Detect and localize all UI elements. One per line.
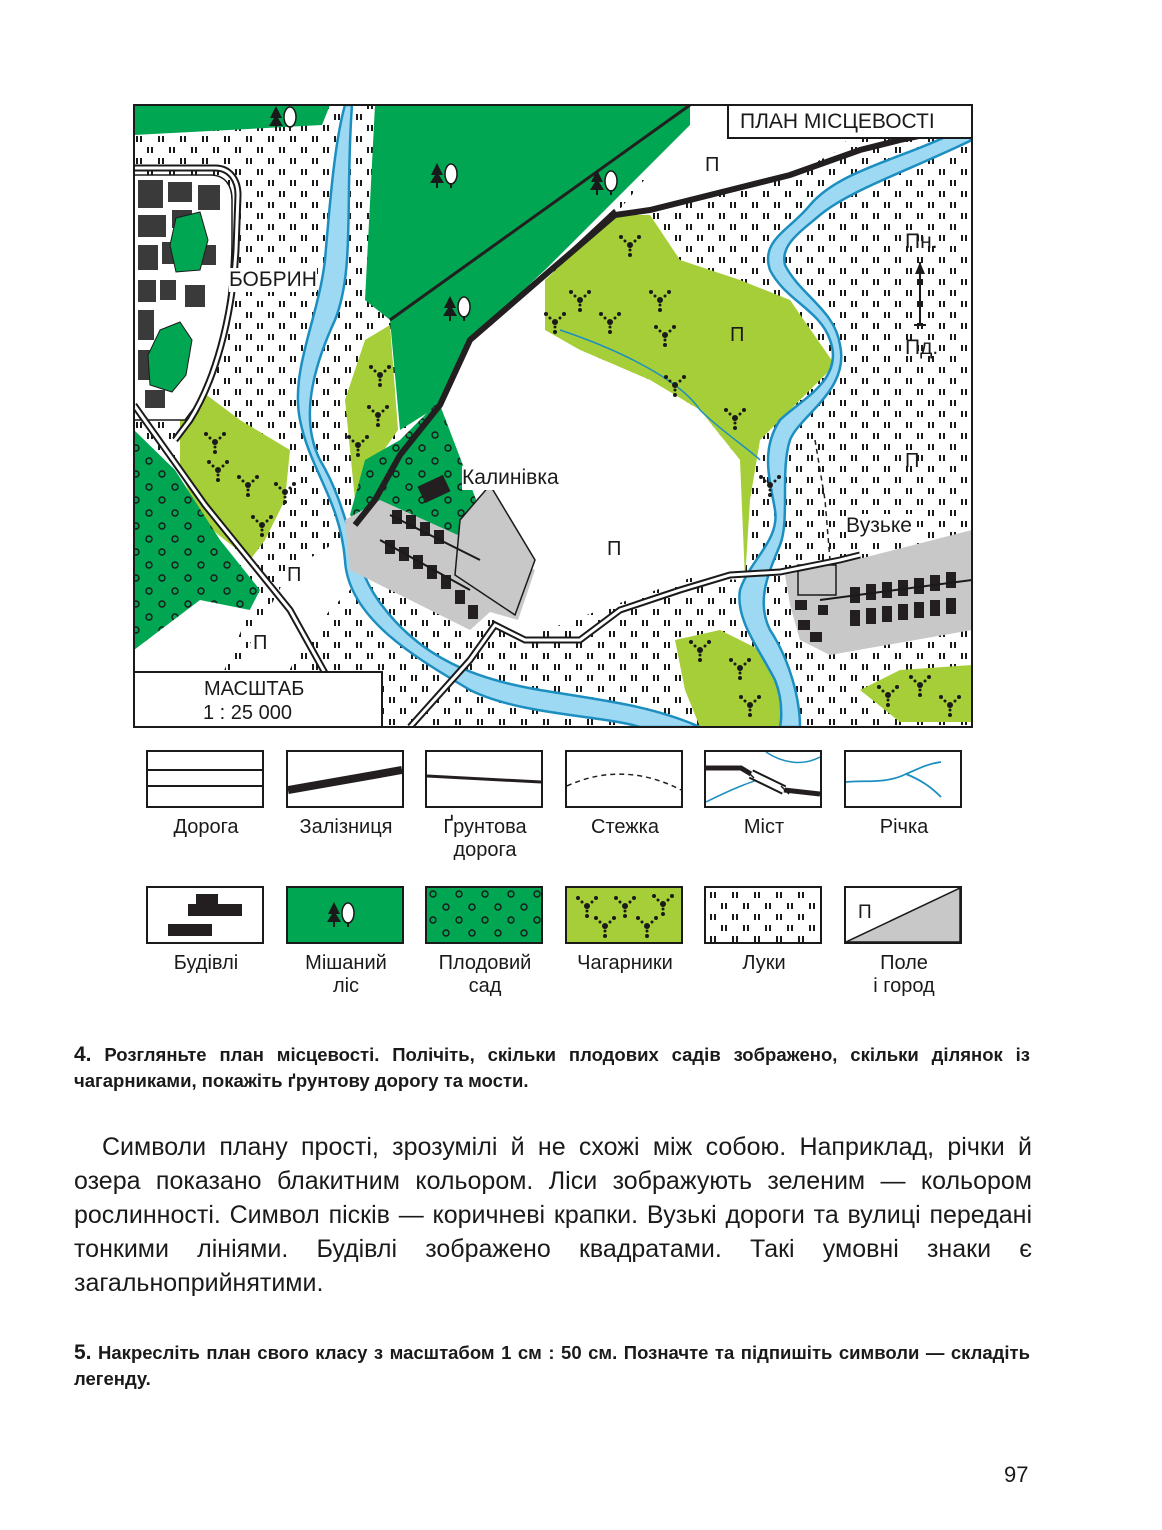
task-4 xyxy=(74,1042,1030,1094)
dirt-road-icon xyxy=(427,752,541,806)
legend-railway xyxy=(286,750,406,839)
road-icon xyxy=(148,752,262,806)
bridge-icon xyxy=(706,752,820,806)
legend-dirt-road xyxy=(425,750,545,862)
legend-shrubs xyxy=(565,886,685,975)
place-kalynivka: Калинівка xyxy=(462,466,559,489)
legend-field-garden xyxy=(844,886,964,998)
task-text: Накресліть план свого класу з масштабом 1 см : 50 см. Позначте та підпишіть символи — складіть легенду. xyxy=(74,1342,1030,1389)
south-label: Пд. xyxy=(905,336,939,359)
railway-icon xyxy=(288,752,402,806)
field-label: П xyxy=(607,538,622,560)
river-icon xyxy=(846,752,960,806)
mixed-forest-icon xyxy=(288,888,402,942)
legend-buildings xyxy=(146,886,266,975)
buildings-icon xyxy=(148,888,262,942)
legend-label: Чагарники xyxy=(577,952,673,974)
legend-label: Ґрунтова дорога xyxy=(443,816,527,861)
field-label: П xyxy=(287,564,302,586)
body-paragraph: Символи плану прості, зрозумілі й не схожі між собою. Наприклад, річки й озера показано блакитним кольором. Ліси зображують зеленим — кольором рослинності. Символ пісків — коричневі крапки. Вузькі дороги та вулиці передані тонкими лініями. Будівлі зображено квадратами. Такі умовні знаки є загальноприйнятими. xyxy=(74,1133,1032,1297)
task-5 xyxy=(74,1340,1030,1392)
task-text: Розгляньте план місцевості. Полічіть, скільки плодових садів зображено, скільки ділянок із чагарниками, покажіть ґрунтову дорогу та мости. xyxy=(74,1044,1030,1091)
legend-meadow xyxy=(704,886,824,975)
legend-river xyxy=(844,750,964,839)
place-vuzke: Вузьке xyxy=(846,514,912,537)
field-label: П xyxy=(705,154,720,176)
meadow-icon xyxy=(706,888,820,942)
legend-path xyxy=(565,750,685,839)
field-symbol: П xyxy=(858,902,872,923)
legend-mixed-forest xyxy=(286,886,406,998)
orchard-icon xyxy=(427,888,541,942)
legend-label: Стежка xyxy=(591,816,659,838)
scale-label: МАСШТАБ xyxy=(204,678,305,700)
place-bobryn: БОБРИН xyxy=(229,268,317,291)
legend-label: Залізниця xyxy=(299,816,393,838)
legend-road xyxy=(146,750,266,839)
legend-label: Поле і город xyxy=(873,952,935,997)
task-number: 4. xyxy=(74,1043,92,1066)
legend-label: Дорога xyxy=(173,816,239,838)
map-title: ПЛАН МІСЦЕВОСТІ xyxy=(740,110,935,133)
north-label: Пн. xyxy=(905,230,938,253)
legend-label: Мішаний ліс xyxy=(305,952,387,997)
legend-label: Міст xyxy=(743,816,785,838)
legend-label: Плодовий сад xyxy=(438,952,532,997)
legend-label: Річка xyxy=(879,816,929,838)
path-icon xyxy=(567,752,681,806)
field-label: П xyxy=(730,324,745,346)
terrain-plan-map xyxy=(0,0,1162,740)
task-number: 5. xyxy=(74,1341,92,1364)
scale-value: 1 : 25 000 xyxy=(203,702,292,724)
page-number: 97 xyxy=(1004,1462,1029,1487)
field-label: П xyxy=(905,450,920,472)
legend-orchard xyxy=(425,886,545,998)
legend-label: Луки xyxy=(742,952,786,974)
shrubs-icon xyxy=(567,888,681,942)
legend-label: Будівлі xyxy=(173,952,239,974)
legend-bridge xyxy=(704,750,824,839)
field-label: П xyxy=(253,632,268,654)
